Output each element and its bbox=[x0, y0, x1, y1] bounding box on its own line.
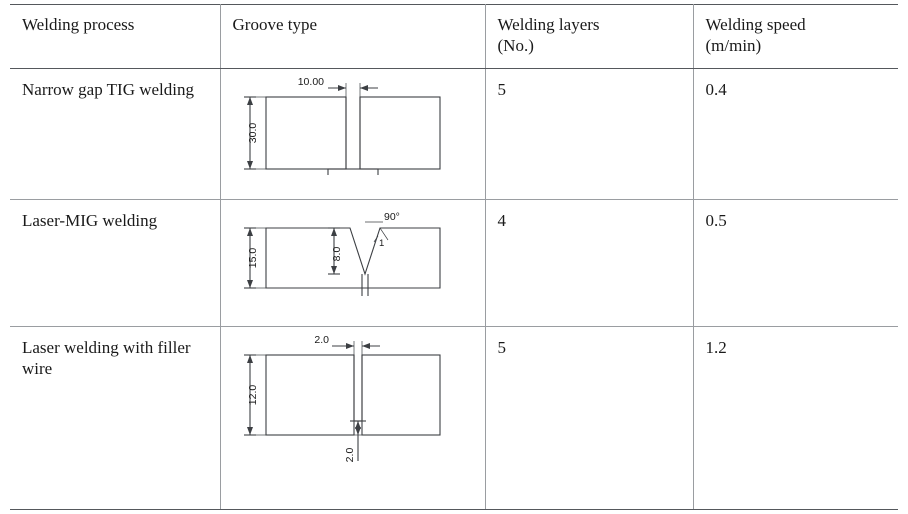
dimension-bottom-label: 2.0 bbox=[343, 447, 356, 462]
cell-welding-process bbox=[10, 326, 220, 509]
welding-layers-value: 4 bbox=[497, 210, 506, 230]
dimension-gap-label: 2.0 bbox=[313, 333, 329, 346]
dimension-depth-label: 8.0 bbox=[330, 246, 343, 261]
welding-layers-value: 5 bbox=[497, 337, 506, 357]
dimension-height-label: 12.0 bbox=[246, 384, 259, 405]
table-row bbox=[10, 68, 898, 199]
table-header-row bbox=[10, 5, 898, 69]
table-row bbox=[10, 199, 898, 326]
column-header-welding-speed-unit: (m/min) bbox=[705, 36, 762, 56]
narrow-gap-groove-diagram bbox=[228, 75, 478, 175]
welding-speed-value: 0.4 bbox=[705, 79, 727, 99]
dimension-angle-label: 90° bbox=[383, 210, 400, 223]
column-header-groove-type-label: Groove type bbox=[232, 15, 318, 34]
column-header-welding-speed bbox=[693, 5, 898, 69]
column-header-welding-layers bbox=[485, 5, 693, 69]
dimension-height-label: 15.0 bbox=[246, 247, 259, 268]
welding-parameters-table-container bbox=[0, 4, 908, 514]
welding-parameters-table bbox=[10, 4, 898, 510]
laser-filler-wire-groove-diagram bbox=[228, 333, 478, 473]
welding-process-name: Laser welding with filler wire bbox=[22, 337, 191, 378]
cell-welding-speed bbox=[693, 199, 898, 326]
welding-speed-value: 0.5 bbox=[705, 210, 727, 230]
welding-layers-value: 5 bbox=[497, 79, 506, 99]
cell-groove-diagram bbox=[220, 326, 485, 509]
dimension-gap-label: 10.00 bbox=[297, 75, 324, 88]
cell-welding-speed bbox=[693, 326, 898, 509]
welding-process-name: Narrow gap TIG welding bbox=[22, 79, 195, 99]
cell-welding-layers bbox=[485, 68, 693, 199]
dimension-root-face-label: 1 bbox=[378, 237, 384, 249]
cell-groove-diagram bbox=[220, 199, 485, 326]
dimension-height-label: 30.0 bbox=[246, 122, 259, 143]
column-header-welding-speed-label: Welding speed bbox=[705, 15, 806, 34]
welding-process-name: Laser-MIG welding bbox=[22, 210, 158, 230]
cell-welding-layers bbox=[485, 326, 693, 509]
welding-speed-value: 1.2 bbox=[705, 337, 727, 357]
laser-mig-groove-diagram bbox=[228, 206, 478, 302]
cell-welding-layers bbox=[485, 199, 693, 326]
column-header-welding-process bbox=[10, 5, 220, 69]
column-header-welding-layers-unit: (No.) bbox=[497, 36, 534, 56]
table-header bbox=[10, 5, 898, 69]
cell-welding-speed bbox=[693, 68, 898, 199]
cell-welding-process bbox=[10, 68, 220, 199]
table-row bbox=[10, 326, 898, 509]
table-body bbox=[10, 68, 898, 509]
column-header-groove-type bbox=[220, 5, 485, 69]
cell-welding-process bbox=[10, 199, 220, 326]
column-header-welding-layers-label: Welding layers bbox=[497, 15, 600, 34]
column-header-welding-process-label: Welding process bbox=[22, 15, 135, 34]
cell-groove-diagram bbox=[220, 68, 485, 199]
